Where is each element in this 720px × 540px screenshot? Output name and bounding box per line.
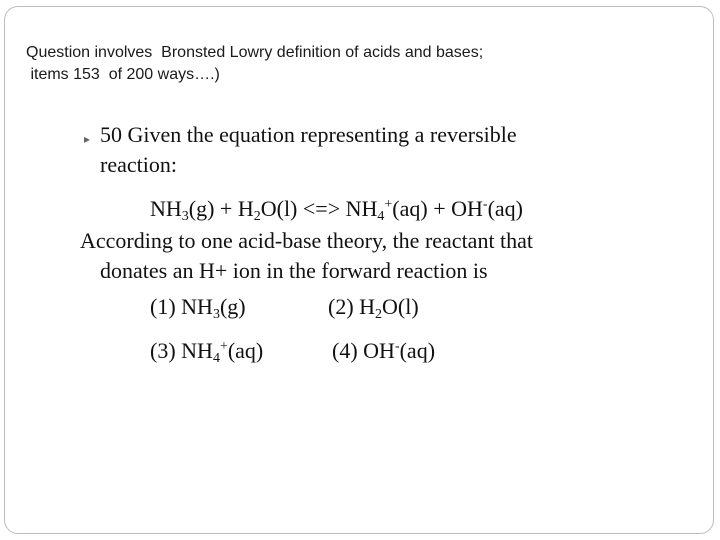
choice-1-text: (1) NH xyxy=(150,294,213,319)
choice-3 xyxy=(150,334,263,372)
eq-sub-c: 4 xyxy=(377,209,385,224)
eq-part-b: (g) + H xyxy=(188,196,254,221)
header-line-1: Question involves Bronsted Lowry definition of acids and bases; xyxy=(26,44,484,61)
eq-part-a: NH xyxy=(150,196,182,221)
choice-4-sup: - xyxy=(394,339,400,354)
question-line-2: reaction: xyxy=(100,152,177,177)
eq-sup-c: + xyxy=(384,197,393,212)
choice-4 xyxy=(332,334,435,364)
question-line-4: According to one acid-base theory, the reactant that xyxy=(80,228,534,253)
choice-3-text: (3) NH xyxy=(150,338,213,363)
question-line-5: donates an H+ ion in the forward reaction is xyxy=(100,258,488,283)
choice-2-text: (2) H xyxy=(328,294,376,319)
choice-1-text-end: (g) xyxy=(219,294,246,319)
choice-1 xyxy=(150,294,246,328)
choice-1-sub: 3 xyxy=(212,307,220,322)
eq-part-d: (aq) + OH xyxy=(392,196,483,221)
choice-2 xyxy=(328,294,419,328)
slide-header xyxy=(26,42,483,86)
eq-sub-b: 2 xyxy=(253,209,261,224)
choice-3-text-end: (aq) xyxy=(227,338,264,363)
question-number-line: 50 Given the equation representing a reversible xyxy=(100,122,517,147)
choice-2-text-end: O(l) xyxy=(382,294,419,319)
eq-sub-a: 3 xyxy=(181,209,189,224)
header-line-2: items 153 of 200 ways….) xyxy=(26,66,220,83)
bullet-icon: ▸ xyxy=(84,132,91,146)
equation-line xyxy=(150,192,523,230)
eq-part-e: (aq) xyxy=(487,196,523,221)
choice-2-sub: 2 xyxy=(375,307,383,322)
choice-4-text-end: (aq) xyxy=(399,338,436,363)
choice-3-sub: 4 xyxy=(212,351,220,366)
eq-part-c: O(l) <=> NH xyxy=(260,196,378,221)
choice-4-text: (4) OH xyxy=(332,338,395,363)
choice-3-sup: + xyxy=(219,339,228,354)
eq-sup-d: - xyxy=(482,197,488,212)
